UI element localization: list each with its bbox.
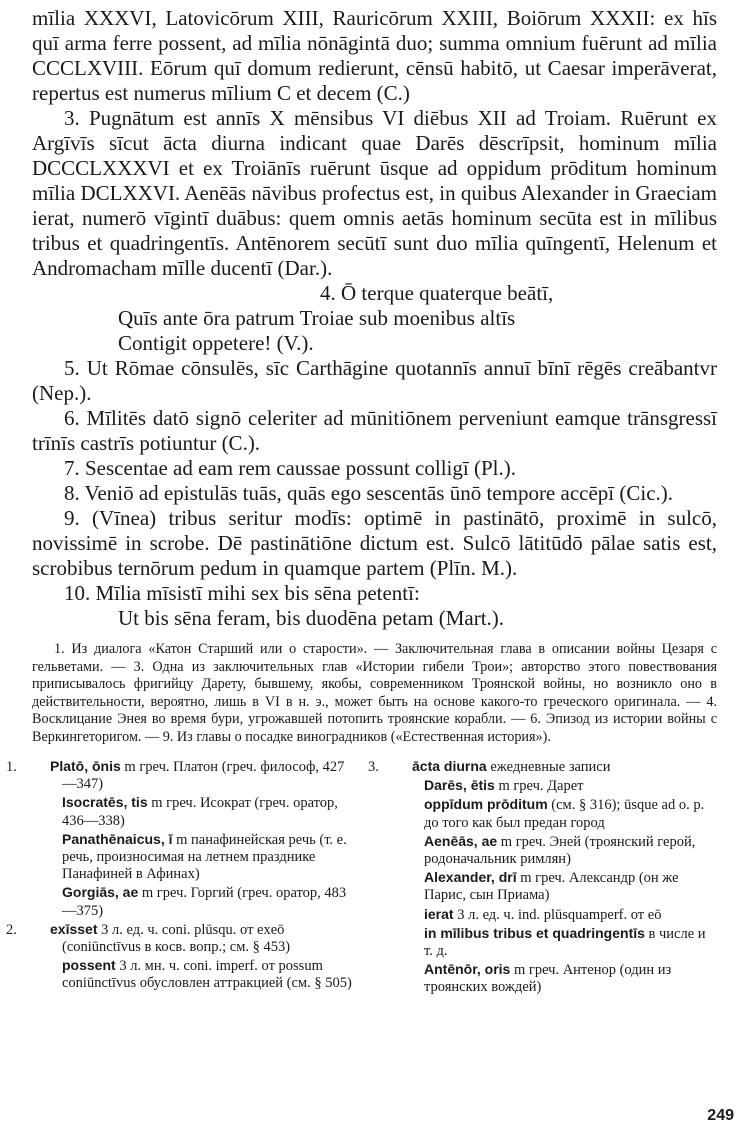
glossary-headword: Darēs, ētis: [424, 777, 495, 794]
glossary-headword: Antēnōr, oris: [424, 961, 511, 978]
glossary-definition: m греч. Эней (троянский герой, родоначальник римлян): [424, 833, 696, 868]
glossary-entry-number: 1.: [6, 759, 17, 775]
book-page: [6, 6, 717, 1108]
glossary-definition: m греч. Дарет: [494, 778, 584, 795]
glossary-entry: [34, 957, 356, 992]
glossary-entry: [396, 833, 714, 868]
glossary-entry-number: 2.: [6, 921, 17, 938]
glossary-headword: oppīdum prōditum: [424, 796, 548, 813]
glossary-entry: [6, 920, 356, 956]
glossary-headword: Platō, ōnis: [50, 758, 121, 774]
paragraph-3: 3. Pugnātum est annīs X mēnsibus VI diēbus XII ad Troiam. Ruērunt ex Argīvīs sīcut ācta diurna indicant quae Darēs dēscrīpsit, hominum mīlia DCCCLXXXVI et ex Troiānīs ruērunt ūsque ad oppidum prōditum hominum mīlia DCLXXVI. Aenēās nāvibus profectus est, in quibus Alexander in Graeciam ierat, numerō vīgintī duābus: quem omnis aetās hominum secūta est in mīlibus tribus et quadringentīs. Antēnorem secūtī sunt duo mīlia quīngentī, Helenum et Andromacham mīlle ducentī (Dar.).: [32, 106, 717, 280]
glossary-definition: m греч. Платон (греч. философ, 427—347): [62, 759, 345, 793]
footnotes-text: 1. Из диалога «Катон Старший или о старости». — Заключительная глава в описании войны Цезаря с гельветами. — 3. Одна из заключительных глав «Истории гибели Трои»; авторство этого повествования приписывалось фригийцу Дарету, бывшему, якобы, современником Троянской войны, но возникло оно в действительности, вероятно, лишь в VI в н. э., может быть на основе какого-то греческого оригинала. — 4. Восклицание Энея во время бури, угрожавшей потопить троянские корабли. — 6. Эпизод из истории войны с Веркингеторигом. — 9. Из главы о посадке виноградников («Естественная история»).: [32, 641, 717, 745]
glossary-entry: [396, 869, 714, 904]
glossary-entry: [396, 961, 714, 996]
glossary-definition: ежедневные записи: [486, 759, 611, 775]
glossary-definition: 3 л. ед. ч. ind. plūsquamperf. от eō: [453, 906, 662, 923]
verse-10-line-2: Ut bis sēna feram, bis duodēna petam (Mart.).: [118, 606, 505, 630]
verse-4-line-1: 4. Ō terque quaterque beātī,: [320, 281, 554, 305]
page-number: 249: [707, 1107, 734, 1124]
glossary-definition: в числе и т. д.: [424, 925, 706, 960]
glossary-entry-number: 3.: [368, 759, 379, 775]
glossary-entry: [34, 794, 356, 829]
paragraph-9: 9. (Vīnea) tribus seritur modīs: optimē in pastinātō, proximē in sulcō, novissimē in scrobe. Dē pastinātiōne dictum est. Sulcō lātitūdō pālae satis est, scrobibus ternōrum pedum in quamque partem (Plīn. M.).: [32, 506, 717, 580]
glossary-definition: (см. § 316); ūsque ad o. p. до того как был предан город: [424, 797, 705, 831]
paragraph-6: 6. Mīlitēs datō signō celeriter ad mūnitiōnem perveniunt eamque trānsgressī trīnīs castrīs potiuntur (C.).: [32, 406, 717, 455]
glossary-entry: [34, 831, 356, 884]
glossary-headword: Gorgiās, ae: [62, 884, 139, 901]
glossary-headword: Alexander, drī: [424, 869, 517, 886]
glossary-headword: Aenēās, ae: [424, 832, 498, 849]
glossary-left-column: [6, 758, 356, 994]
glossary-entry: [396, 796, 714, 831]
glossary-headword: exīsset: [50, 920, 98, 937]
glossary-entry: [396, 777, 714, 795]
paragraph-5: 5. Ut Rōmae cōnsulēs, sīc Carthāgine quotannīs annuī bīnī rēgēs creābantvr (Nep.).: [32, 356, 717, 405]
glossary-headword: Panathēnaicus, ī: [62, 830, 173, 847]
verse-10: [32, 581, 717, 631]
verse-4: [32, 281, 717, 356]
footnotes: [32, 641, 717, 746]
verse-4-line-3: Contigit oppetere! (V.).: [118, 331, 314, 355]
glossary-definition: 3 л. ед. ч. coni. plūsqu. от exeō (coniūnctīvus в косв. вопр.; см. § 453): [62, 921, 291, 956]
verse-10-line-1: 10. Mīlia mīsistī mihi sex bis sēna petentī:: [64, 581, 420, 605]
glossary-right-column: [368, 758, 714, 998]
glossary-entry: [6, 758, 356, 793]
paragraph-7: 7. Sescentae ad eam rem caussae possunt colligī (Pl.).: [64, 456, 516, 480]
paragraph-8: 8. Veniō ad epistulās tuās, quās ego sescentās ūnō tempore accēpī (Cic.).: [64, 481, 674, 505]
glossary-definition: m греч. Горгий (греч. оратор, 483—375): [62, 885, 347, 919]
glossary-headword: Isocratēs, tis: [62, 794, 148, 811]
glossary-definition: m греч. Александр (он же Парис, сын Приама): [424, 870, 679, 904]
glossary-headword: possent: [62, 957, 116, 974]
glossary-definition: m греч. Антенор (один из троянских вождей): [424, 962, 672, 996]
verse-4-line-2: Quīs ante ōra patrum Troiae sub moenibus altīs: [118, 306, 516, 330]
glossary-definition: 3 л. мн. ч. coni. imperf. от possum coniūnctīvus обусловлен аттракцией (см. § 505): [62, 958, 352, 992]
glossary-definition: m панафинейская речь (т. е. речь, произносимая на летнем празднике Панафиней в Афинах): [62, 831, 347, 883]
glossary-entry: [396, 906, 714, 924]
glossary-headword: ierat: [424, 905, 454, 922]
glossary-entry: [368, 758, 714, 776]
glossary-definition: m греч. Исократ (греч. оратор, 436—338): [62, 795, 338, 829]
glossary: [6, 758, 717, 1108]
latin-text: [32, 6, 717, 631]
glossary-entry: [34, 884, 356, 919]
glossary-headword: ācta diurna: [412, 758, 487, 774]
paragraph-1: mīlia XXXVI, Latovicōrum XIII, Rauricōrum XXIII, Boiōrum XXXII: ex hīs quī arma ferre possent, ad mīlia nōnāgintā duo; summa omnium fuērunt ad mīlia CCCLXVIII. Eōrum quī domum redierunt, cēnsū habitō, ut Caesar imperāverat, repertus est numerus mīlium C et decem (C.): [32, 6, 717, 105]
glossary-entry: [396, 925, 714, 960]
glossary-headword: in mīlibus tribus et quadringentīs: [424, 924, 645, 941]
